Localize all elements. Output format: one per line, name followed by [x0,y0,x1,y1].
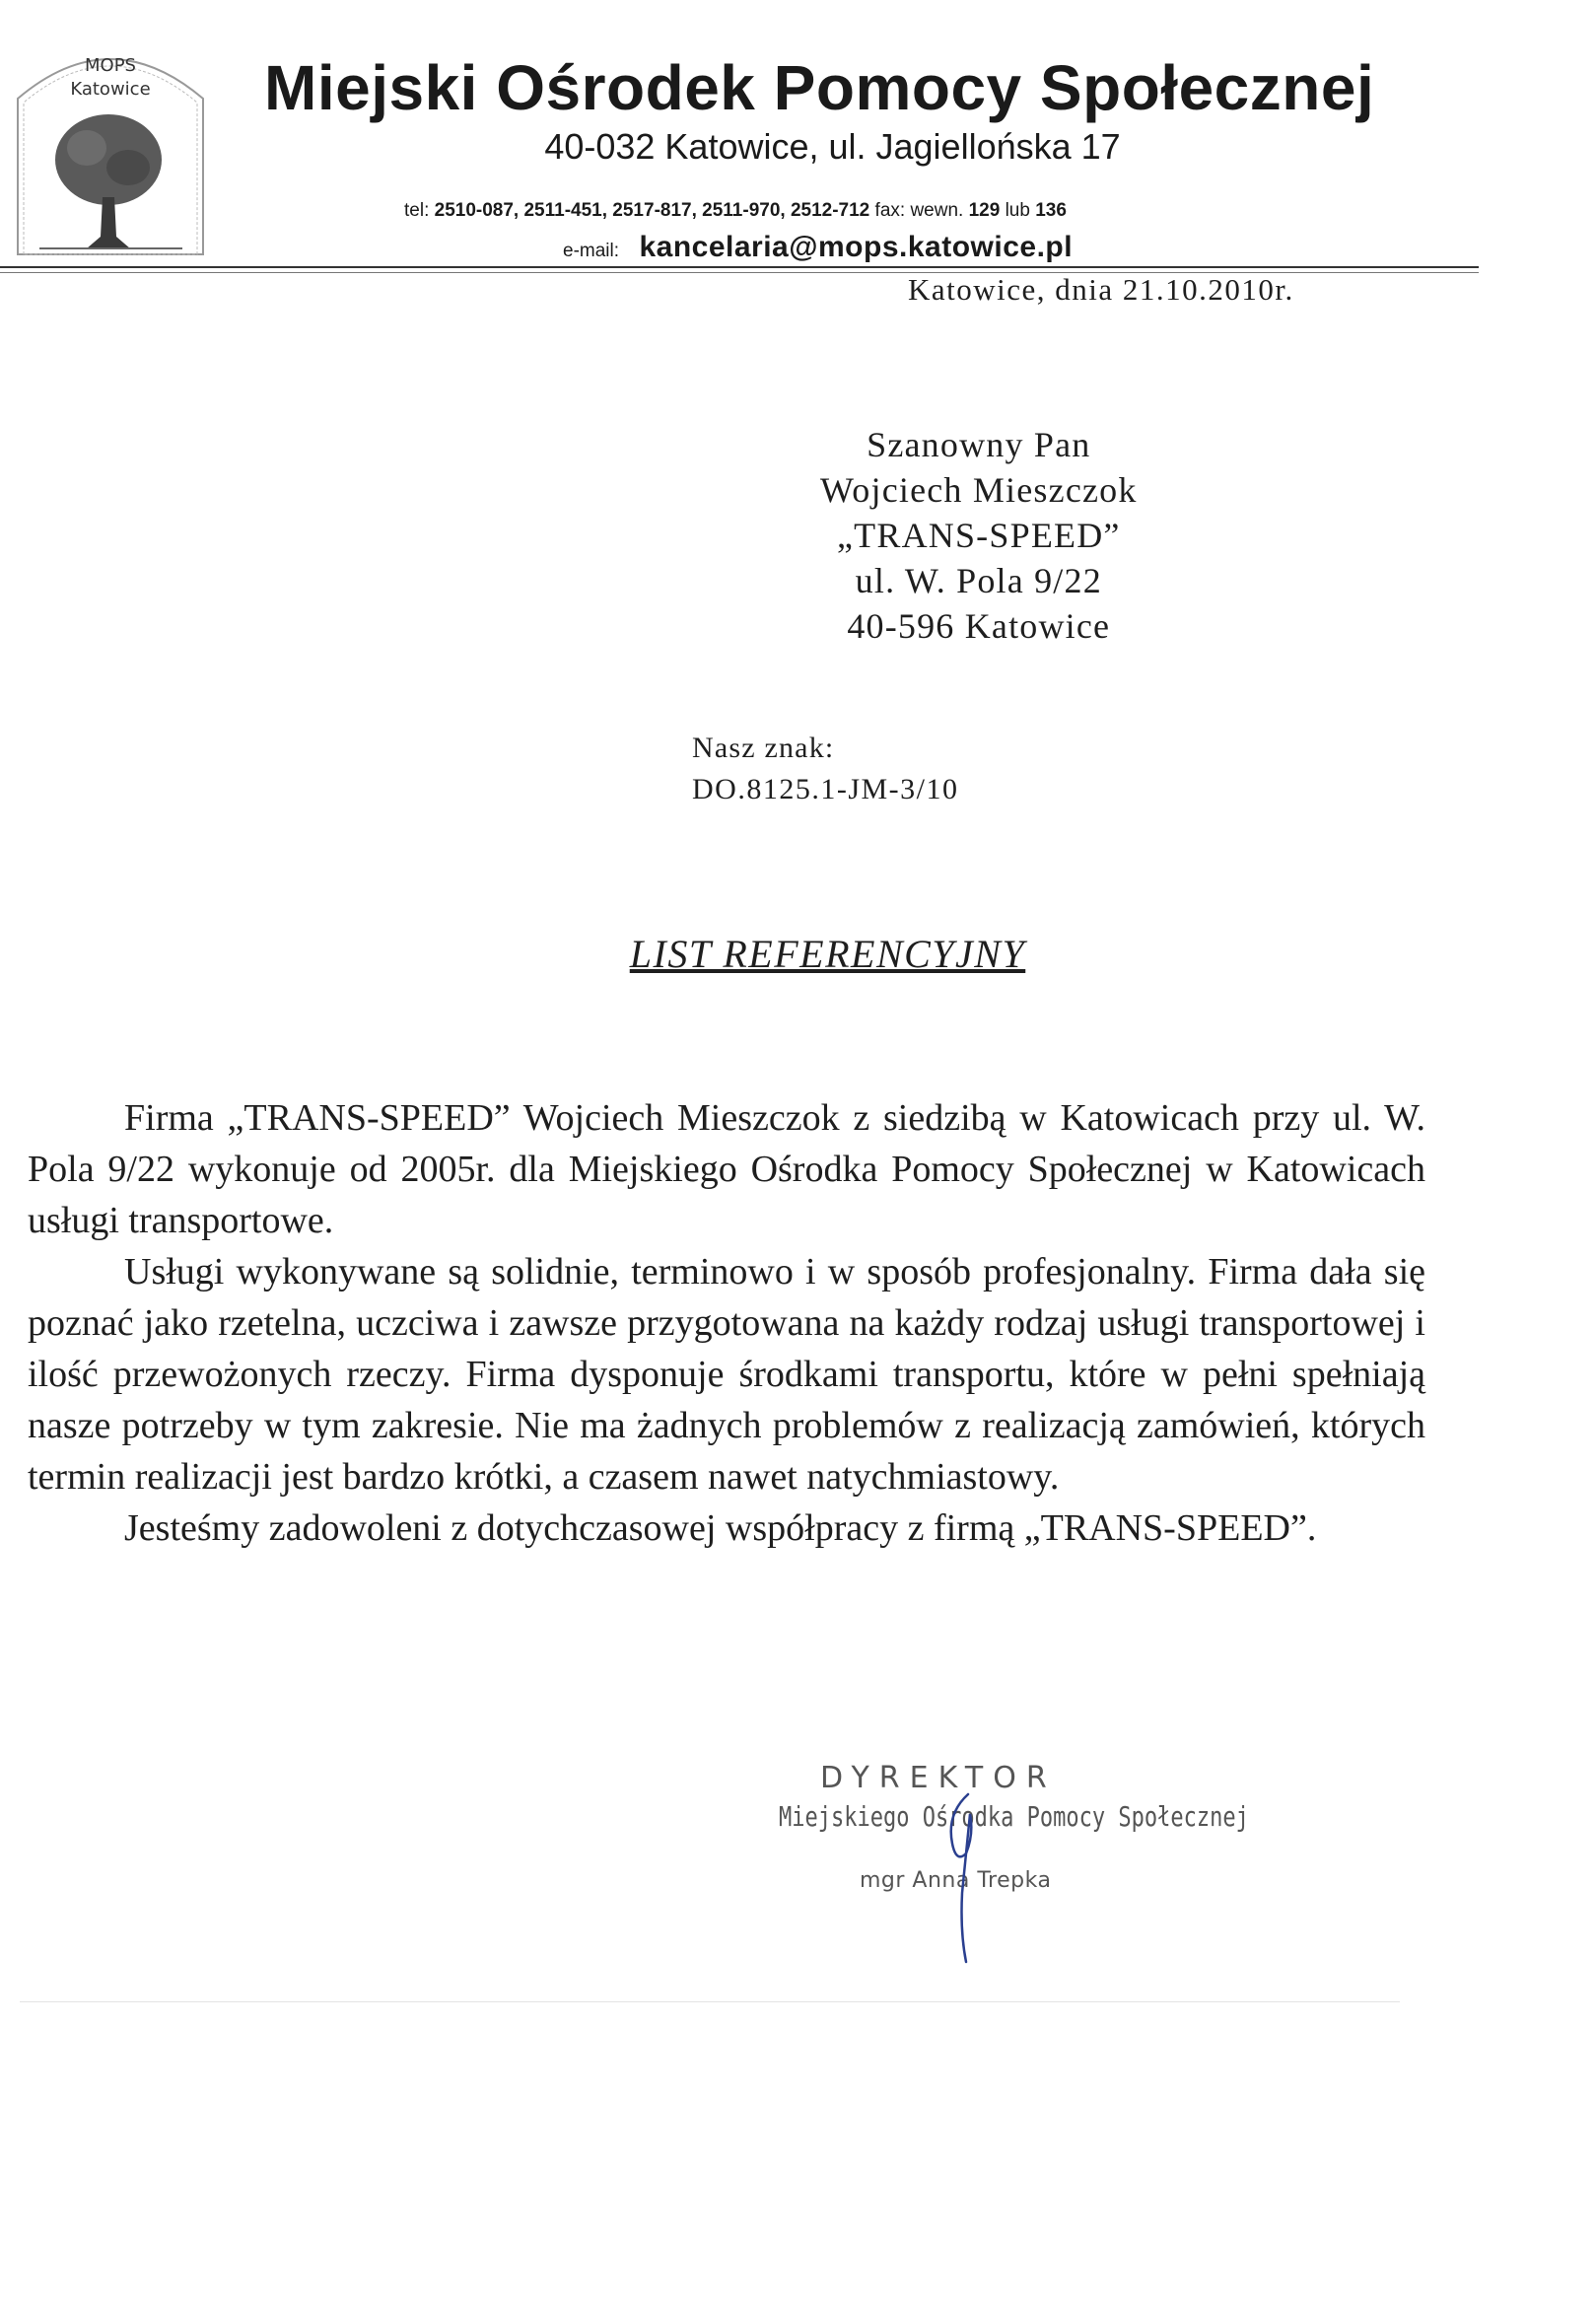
organization-address: 40-032 Katowice, ul. Jagiellońska 17 [544,126,1121,167]
addressee-name: Wojciech Mieszczok [820,470,1138,510]
addressee-block [820,422,1138,649]
signature-stamp-title: DYREKTOR [820,1761,1057,1795]
phone-numbers: 2510-087, 2511-451, 2517-817, 2511-970, 2512-712 [434,200,870,221]
organization-email-row [563,231,1352,264]
header-divider [0,266,1479,268]
addressee-street: ul. W. Pola 9/22 [855,561,1102,600]
addressee-city: 40-596 Katowice [847,606,1111,646]
logo-text-mops: MOPS [85,55,136,76]
body-paragraph: Usługi wykonywane są solidnie, terminowo i w sposób profesjonalny. Firma dała się poznać jako rzetelna, uczciwa i zawsze przygotowana na każdy rodzaj usługi transportowej i ilość przewożonych rzeczy. Firma dysponuje środkami transportu, które w pełni spełniają nasze potrzeby w tym zakresie. Nie ma żadnych problemów z realizacją zamówień, których termin realizacji jest bardzo krótki, a czasem nawet natychmiastowy. [28,1251,1425,1498]
addressee-salutation: Szanowny Pan [867,425,1091,464]
letter-date: Katowice, dnia 21.10.2010r. [908,272,1294,307]
body-paragraph: Jesteśmy zadowoleni z dotychczasowej współpracy z firmą „TRANS-SPEED”. [124,1507,1317,1549]
fax-extension-1: 129 [968,200,1001,221]
organization-phones [404,200,1390,222]
addressee-company: „TRANS-SPEED” [836,516,1121,555]
signature-stamp-institution: Miejskiego Ośrodka Pomocy Społecznej [779,1802,1249,1834]
reference-label: Nasz znak: [692,732,835,764]
fax-label: fax: wewn. [874,200,964,221]
email-label: e-mail: [563,241,620,261]
signature-stamp-name: mgr Anna Trepka [860,1868,1052,1893]
phones-label: tel: [404,200,430,221]
handwritten-signature [917,1775,1006,1972]
letter-body [28,1092,1425,1554]
reference-number: DO.8125.1-JM-3/10 [692,773,959,805]
email-address: kancelaria@mops.katowice.pl [639,231,1074,263]
organization-name: Miejski Ośrodek Pomocy Społecznej [264,52,1375,123]
body-paragraph: Firma „TRANS-SPEED” Wojciech Mieszczok z siedzibą w Katowicach przy ul. W. Pola 9/22 wykonuje od 2005r. dla Miejskiego Ośrodka Pomocy Społecznej w Katowicach usługi transportowe. [28,1097,1425,1241]
logo-text-katowice: Katowice [70,79,151,100]
fax-extension-2: 136 [1035,200,1067,221]
fax-or: lub [1005,200,1030,221]
document-title: LIST REFERENCYJNY [629,932,1026,976]
footer-divider [20,2001,1400,2002]
